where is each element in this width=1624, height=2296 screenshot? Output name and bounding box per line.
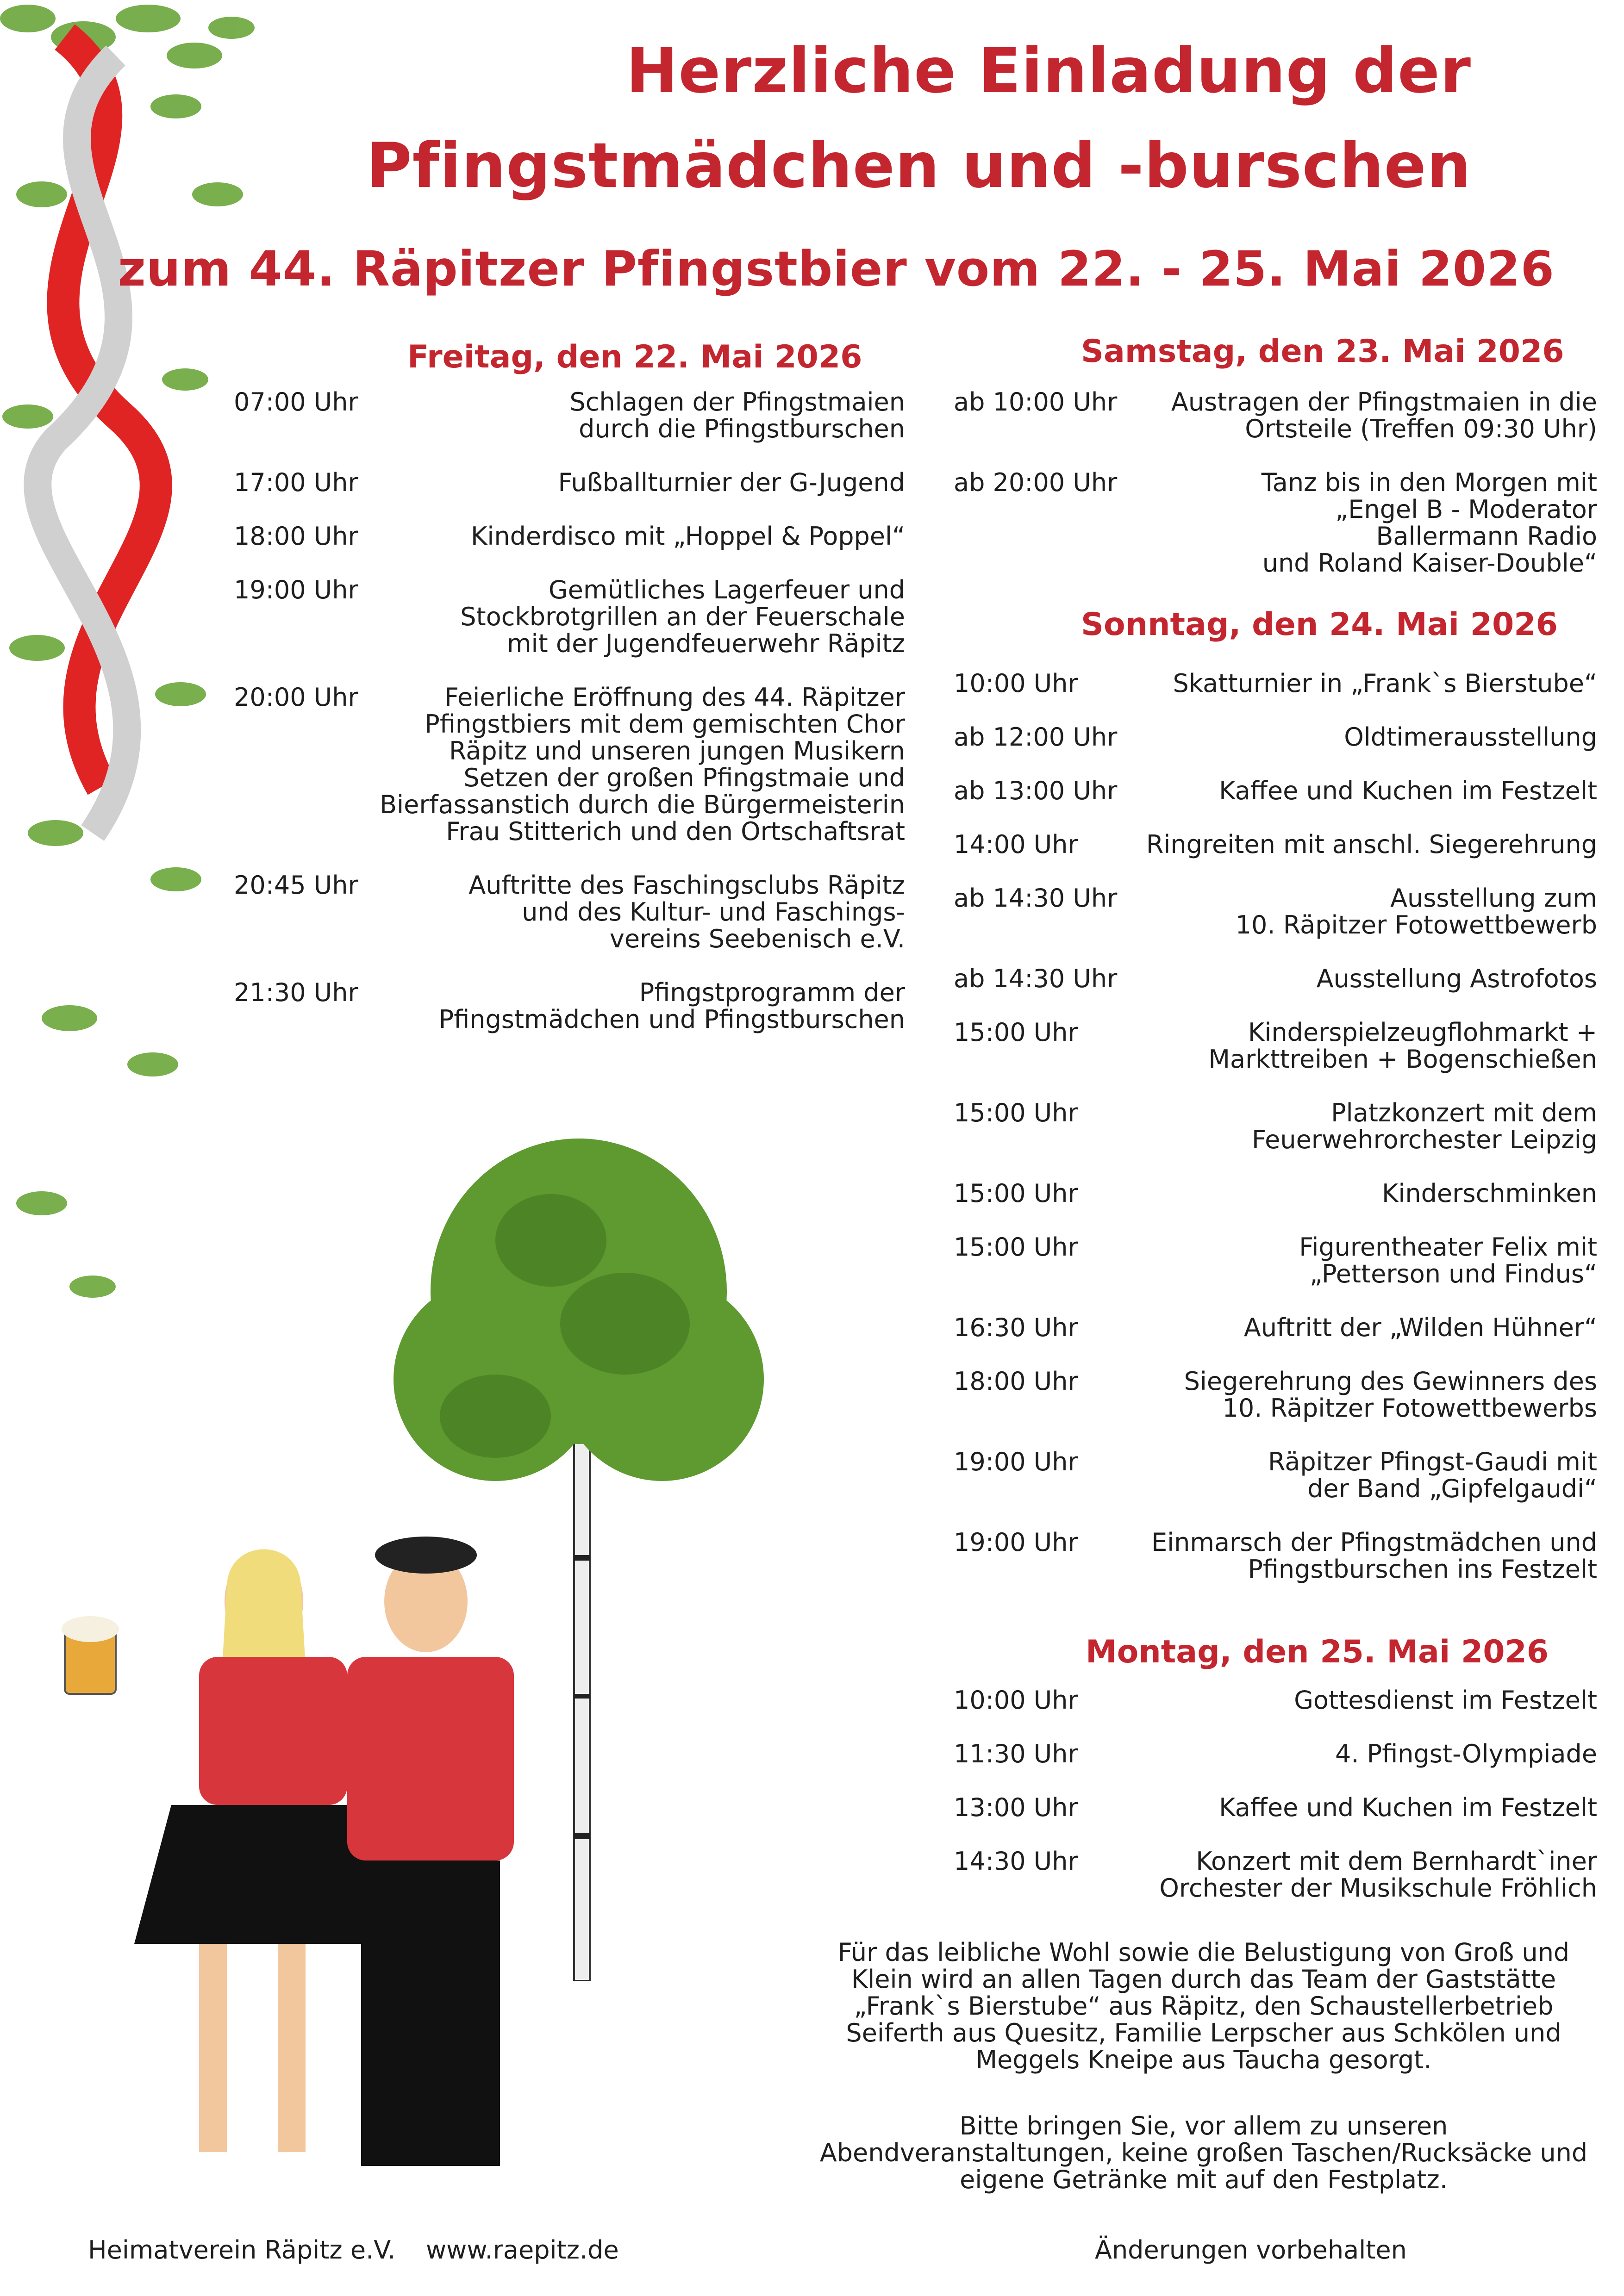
event-description-line: Kinderdisco mit „Hoppel & Poppel“ — [471, 522, 905, 551]
event-description — [1268, 1449, 1597, 1502]
event-time: 15:00 Uhr — [954, 1018, 1078, 1047]
event-time: 15:00 Uhr — [954, 1098, 1078, 1127]
event-description — [1159, 1848, 1597, 1902]
event-description-line: Setzen der großen Pfingstmaie und — [463, 763, 905, 792]
event-description — [1173, 670, 1597, 697]
event-row — [954, 1019, 1597, 1073]
event-description-line: und Roland Kaiser-Double“ — [1262, 548, 1597, 578]
event-description — [1335, 1741, 1597, 1767]
event-description — [380, 684, 905, 845]
event-description-line: „Petterson und Findus“ — [1309, 1259, 1597, 1288]
event-description — [1184, 1368, 1597, 1422]
note-line: Abendveranstaltungen, keine großen Taschen/Rucksäcke und — [819, 2138, 1588, 2167]
event-description — [1208, 1019, 1597, 1073]
event-time: 10:00 Uhr — [954, 1686, 1078, 1715]
event-description-line: Konzert mit dem Bernhardt`iner — [1196, 1847, 1597, 1876]
event-description-line: 10. Räpitzer Fotowettbewerbs — [1222, 1394, 1597, 1423]
event-row — [954, 1314, 1597, 1341]
note-line: Klein wird an allen Tagen durch das Team der Gaststätte — [851, 1965, 1556, 1994]
footer-organization: Heimatverein Räpitz e.V. — [88, 2235, 396, 2265]
event-description — [460, 577, 905, 657]
event-time: 19:00 Uhr — [954, 1447, 1078, 1476]
event-time: 19:00 Uhr — [954, 1528, 1078, 1557]
event-description — [1317, 965, 1597, 992]
footer-website-link[interactable]: www.raepitz.de — [426, 2235, 619, 2265]
event-description — [1244, 1314, 1597, 1341]
event-row — [954, 1848, 1597, 1902]
note-line: eigene Getränke mit auf den Festplatz. — [960, 2165, 1448, 2194]
event-description-line: Gemütliches Lagerfeuer und — [548, 575, 905, 604]
event-description-line: Auftritte des Faschingsclubs Räpitz — [468, 871, 905, 900]
event-time: ab 14:30 Uhr — [954, 884, 1118, 913]
event-description-line: vereins Seebenisch e.V. — [609, 924, 905, 953]
event-description-line: Ausstellung zum — [1390, 884, 1597, 913]
event-row — [234, 577, 905, 657]
event-description — [1219, 778, 1597, 804]
event-description-line: Feierliche Eröffnung des 44. Räpitzer — [444, 683, 905, 712]
event-description — [471, 523, 905, 550]
event-row — [954, 469, 1597, 577]
event-row — [234, 872, 905, 952]
event-time: ab 14:30 Uhr — [954, 964, 1118, 993]
event-description-line: Gottesdienst im Festzelt — [1294, 1686, 1597, 1715]
event-time: ab 20:00 Uhr — [954, 468, 1118, 497]
event-time: 11:30 Uhr — [954, 1739, 1078, 1768]
event-description-line: Räpitzer Pfingst-Gaudi mit — [1268, 1447, 1597, 1476]
event-row — [954, 1234, 1597, 1288]
event-description-line: Kaffee und Kuchen im Festzelt — [1219, 776, 1597, 805]
ribbon-leaves-decoration — [0, 0, 259, 1342]
event-description — [558, 469, 905, 496]
event-description-line: Pfingstbiers mit dem gemischten Chor — [425, 709, 905, 739]
event-description-line: Orchester der Musikschule Fröhlich — [1159, 1873, 1597, 1903]
event-description-line: Austragen der Pfingstmaien in die — [1171, 387, 1597, 417]
event-row — [954, 670, 1597, 697]
note-line: Meggels Kneipe aus Taucha gesorgt. — [975, 2045, 1432, 2074]
schedule-sunday — [954, 670, 1597, 1610]
event-description-line: Ballermann Radio — [1376, 522, 1597, 551]
event-description-line: 4. Pfingst-Olympiade — [1335, 1739, 1597, 1768]
day-heading-sunday: Sonntag, den 24. Mai 2026 — [1081, 606, 1558, 643]
event-description — [1236, 885, 1597, 939]
event-row — [954, 389, 1597, 442]
event-description-line: Ausstellung Astrofotos — [1316, 964, 1597, 993]
event-description-line: der Band „Gipfelgaudi“ — [1307, 1474, 1597, 1503]
event-row — [954, 965, 1597, 992]
event-description-line: Tanz bis in den Morgen mit — [1261, 468, 1597, 497]
footer-disclaimer: Änderungen vorbehalten — [1095, 2235, 1407, 2265]
event-time: ab 12:00 Uhr — [954, 722, 1118, 752]
event-description — [1146, 831, 1597, 858]
event-description-line: Ringreiten mit anschl. Siegerehrung — [1146, 830, 1597, 859]
event-row — [954, 1449, 1597, 1502]
event-description — [1171, 389, 1597, 442]
event-time: 17:00 Uhr — [234, 468, 358, 497]
event-description — [1151, 1529, 1597, 1583]
event-description-line: Einmarsch der Pfingstmädchen und — [1151, 1528, 1597, 1557]
event-description — [1219, 1794, 1597, 1821]
event-time: 15:00 Uhr — [954, 1179, 1078, 1208]
event-dates-title: zum 44. Räpitzer Pfingstbier vom 22. - 25. Mai 2026 — [118, 241, 1555, 297]
event-time: 14:30 Uhr — [954, 1847, 1078, 1876]
event-row — [234, 389, 905, 442]
event-row — [234, 684, 905, 845]
event-description-line: Pfingstburschen ins Festzelt — [1248, 1555, 1597, 1584]
invitation-title: Herzliche Einladung der — [626, 35, 1471, 107]
event-description-line: Kinderspielzeugflohmarkt + — [1248, 1018, 1597, 1047]
event-row — [954, 1741, 1597, 1767]
event-description — [569, 389, 905, 442]
event-description-line: Stockbrotgrillen an der Feuerschale — [460, 602, 905, 631]
event-description — [1344, 724, 1597, 751]
event-row — [954, 1368, 1597, 1422]
event-description-line: Räpitz und unseren jungen Musikern — [449, 736, 905, 765]
event-time: 20:45 Uhr — [234, 871, 358, 900]
event-row — [954, 1794, 1597, 1821]
event-description — [468, 872, 905, 952]
event-description-line: Oldtimerausstellung — [1344, 722, 1597, 752]
event-description-line: Skatturnier in „Frank`s Bierstube“ — [1173, 669, 1597, 698]
event-description-line: Markttreiben + Bogenschießen — [1208, 1045, 1597, 1074]
event-time: 15:00 Uhr — [954, 1232, 1078, 1262]
event-description-line: Frau Stitterich und den Ortschaftsrat — [446, 817, 905, 846]
event-time: 10:00 Uhr — [954, 669, 1078, 698]
event-time: ab 13:00 Uhr — [954, 776, 1118, 805]
event-description-line: Bierfassanstich durch die Bürgermeisterin — [380, 790, 905, 819]
event-row — [954, 1100, 1597, 1153]
event-description — [1262, 469, 1597, 577]
event-description-line: Kaffee und Kuchen im Festzelt — [1219, 1793, 1597, 1822]
event-row — [954, 1180, 1597, 1207]
event-row — [954, 885, 1597, 939]
note-line: Bitte bringen Sie, vor allem zu unseren — [959, 2111, 1448, 2140]
event-description-line: Pfingstprogramm der — [639, 978, 905, 1007]
note-line: „Frank`s Bierstube“ aus Räpitz, den Schaustellerbetrieb — [854, 1991, 1554, 2021]
event-row — [954, 1529, 1597, 1583]
event-row — [954, 1687, 1597, 1714]
day-heading-monday: Montag, den 25. Mai 2026 — [1086, 1634, 1549, 1670]
event-row — [234, 523, 905, 550]
event-time: 16:30 Uhr — [954, 1313, 1078, 1342]
event-description-line: „Engel B - Moderator — [1335, 495, 1597, 524]
event-description-line: und des Kultur- und Faschings- — [522, 897, 905, 927]
event-description-line: Siegerehrung des Gewinners des — [1184, 1367, 1597, 1396]
event-time: ab 10:00 Uhr — [954, 387, 1118, 417]
event-description — [439, 979, 905, 1033]
event-description-line: Figurentheater Felix mit — [1299, 1232, 1597, 1262]
event-description-line: durch die Pfingstburschen — [579, 414, 905, 443]
bag-note — [810, 2113, 1597, 2193]
note-line: Für das leibliche Wohl sowie die Belustigung von Groß und — [837, 1938, 1570, 1967]
event-description-line: Kinderschminken — [1381, 1179, 1597, 1208]
event-description — [1294, 1687, 1597, 1714]
event-row — [954, 831, 1597, 858]
event-description — [1299, 1234, 1597, 1288]
event-time: 18:00 Uhr — [954, 1367, 1078, 1396]
event-time: 13:00 Uhr — [954, 1793, 1078, 1822]
dancing-couple-illustration — [60, 1518, 616, 2194]
invitation-subtitle: Pfingstmädchen und -burschen — [366, 130, 1471, 202]
schedule-monday — [954, 1687, 1597, 1929]
schedule-saturday — [954, 389, 1597, 604]
event-description-line: Pfingstmädchen und Pfingstburschen — [438, 1005, 905, 1034]
day-heading-friday: Freitag, den 22. Mai 2026 — [407, 339, 862, 375]
event-description — [1382, 1180, 1597, 1207]
note-line: Seiferth aus Quesitz, Familie Lerpscher aus Schkölen und — [846, 2018, 1562, 2047]
event-time: 20:00 Uhr — [234, 683, 358, 712]
day-heading-saturday: Samstag, den 23. Mai 2026 — [1081, 333, 1564, 370]
event-time: 18:00 Uhr — [234, 522, 358, 551]
schedule-friday — [234, 389, 905, 1060]
event-row — [234, 469, 905, 496]
event-description-line: Feuerwehrorchester Leipzig — [1252, 1125, 1597, 1154]
event-row — [234, 979, 905, 1033]
beer-mug-icon — [62, 1616, 119, 1694]
event-description-line: mit der Jugendfeuerwehr Räpitz — [506, 629, 905, 658]
catering-note — [810, 1939, 1597, 2073]
event-description-line: Auftritt der „Wilden Hühner“ — [1243, 1313, 1597, 1342]
event-row — [954, 778, 1597, 804]
event-description-line: Schlagen der Pfingstmaien — [569, 387, 905, 417]
event-time: 07:00 Uhr — [234, 387, 358, 417]
event-time: 14:00 Uhr — [954, 830, 1078, 859]
event-description-line: Platzkonzert mit dem — [1331, 1098, 1597, 1127]
event-time: 19:00 Uhr — [234, 575, 358, 604]
event-row — [954, 724, 1597, 751]
event-description-line: Fußballturnier der G-Jugend — [558, 468, 905, 497]
event-description-line: 10. Räpitzer Fotowettbewerb — [1235, 910, 1597, 940]
event-time: 21:30 Uhr — [234, 978, 358, 1007]
event-description — [1252, 1100, 1597, 1153]
event-description-line: Ortsteile (Treffen 09:30 Uhr) — [1245, 414, 1597, 443]
